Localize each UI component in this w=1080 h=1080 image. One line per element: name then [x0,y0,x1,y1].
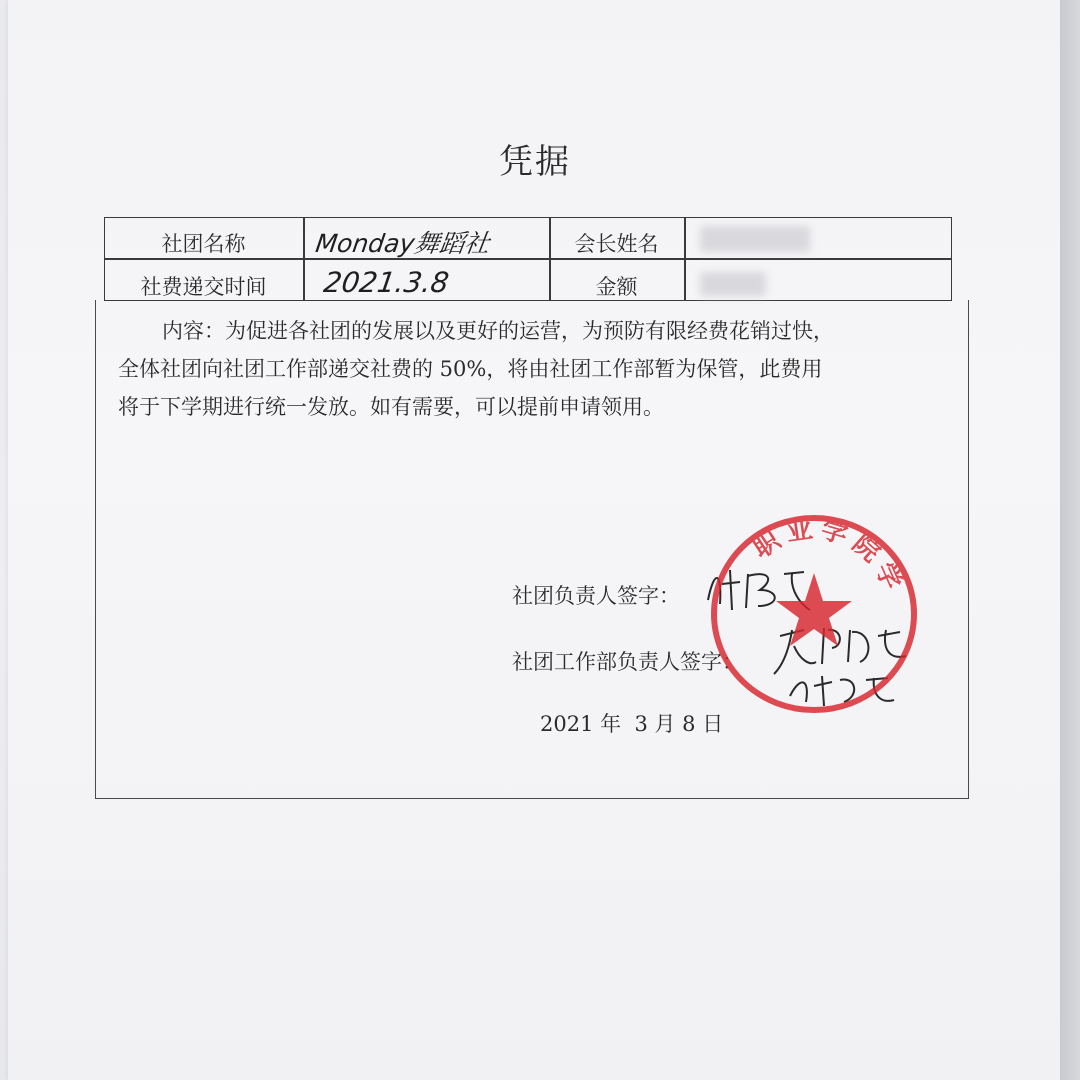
president-name-label: 会长姓名 [574,232,659,256]
official-seal [708,511,920,717]
svg-text:职业学院学: 职业学院学 [747,513,910,600]
amount-label: 金额 [595,275,638,299]
submit-time-label: 社费递交时间 [140,275,267,299]
club-name-value: Monday舞蹈社 [313,229,492,258]
signature-date: 2021 年 3 月 8 日 [540,712,724,736]
content-line: 内容：为促进各社团的发展以及更好的运营，为预防有限经费花销过快， [162,319,834,343]
content-line: 将于下学期进行统一发放。如有需要，可以提前申请领用。 [118,395,664,419]
content-text [118,312,948,426]
club-leader-signature-label: 社团负责人签字： [512,584,680,608]
table-col-divider [303,217,305,301]
redacted-amount [700,272,766,296]
dept-leader-signature-label: 社团工作部负责人签字： [512,650,743,674]
document-title: 凭据 [499,142,571,182]
submit-time-value: 2021.3.8 [321,266,452,299]
club-name-label: 社团名称 [161,232,246,256]
content-line: 全体社团向社团工作部递交社费的 50%，将由社团工作部暂为保管，此费用 [118,357,823,381]
redacted-president-name [700,226,810,252]
table-col-divider [684,217,686,301]
table-row-divider [104,258,952,260]
